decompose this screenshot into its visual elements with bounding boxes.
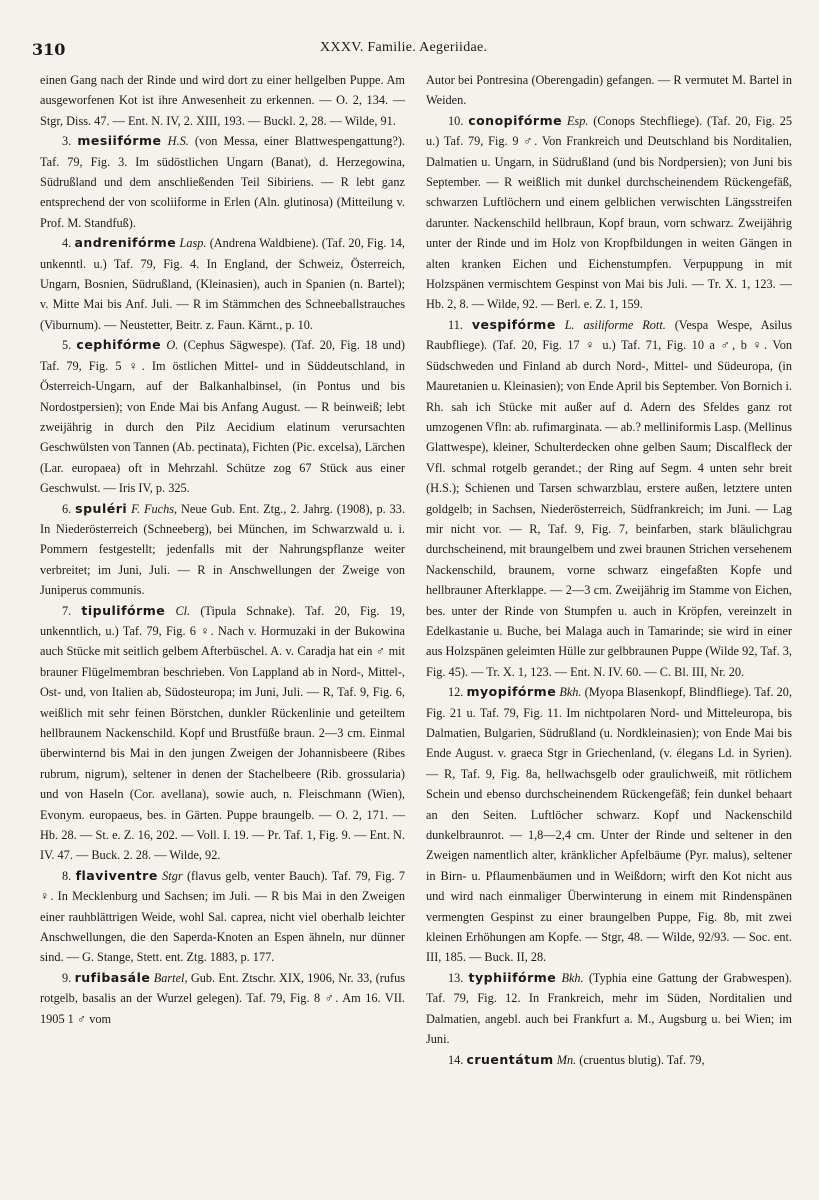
entry-number: 13. <box>448 970 464 985</box>
author-citation: Bartel, <box>153 970 188 985</box>
entry-text: (Tipula Schnake). Taf. 20, Fig. 19, unkenntlich, u.) Taf. 79, Fig. 6 ♀. Nach v. Hormuzaki in der Bukowina auch Stücke mit seitlich gelbem Afterbüschel. A. v. Caradja hat ein ♂ mit brauner Flügelmembran beschrieben. Von Lappland ab in Nord-, Mittel-, Ost- und, von Italien ab, Südosteuropa; im Juni, Juli. — R, Taf. 9, Fig. 6, weißlich mit sehr feinen Börstchen, dunkler Rückenlinie und geteiltem hellbraunem Nackenschild. Kopf und Brustfüße braun. 2—3 cm. Einmal überwinternd bis Mai in den jungen Zweigen der Johannisbeere (Ribes rubrum, nigrum), seltener in denen der Stachelbeere (Rib. grossularia) und von Haseln (Cor. avellana), sowie auch, n. Fleischmann (Wien), Evonym. europaeus, bes. in Gärten. Puppe braungelb. — O. 2, 171. — Hb. 28. — St. e. Z. 16, 202. — Voll. I. 19. — Pr. Taf. 1, Fig. 9. — Ent. N. IV. 47. — Buck. 2. 28. — Wilde, 92. <box>40 603 406 863</box>
author-citation: Bkh. <box>561 970 584 985</box>
entry-text: (flavus gelb, venter Bauch). Taf. 79, Fig. 7 ♀. In Mecklenburg und Sachsen; im Juli. — R bis Mai in den Zweigen einer rauhblättrigen Weide, wohl Sal. caprea, nicht viel oberhalb leichter Anschwellungen, die den Saperda-Knoten an Espen ähneln, nur dünner sind. — G. Stange, Stett. ent. Ztg. 1883, p. 177. <box>40 868 405 965</box>
species-name: rufibasále <box>74 969 151 985</box>
entry-text: Gub. Ent. Ztschr. XIX, 1906, Nr. 33, (rufus rotgelb, basalis an der Wurzel gelegen). Taf. 79, Fig. 8 ♂. Am 16. VII. 1905 1 ♂ vom <box>40 970 406 1026</box>
author-citation: F. Fuchs, <box>131 501 178 516</box>
entry-text: (von Messa, einer Blattwespengattung?). Taf. 79, Fig. 3. Im südöstlichen Ungarn (Banat), d. Herzegowina, Südrußland und dem anschließenden Teil Sibiriens. — R lebt ganz entsprechend der von scoliiforme in Erlen (Aln. glutinosa) (Mitteilung v. Prof. M. Standfuß). <box>40 134 405 230</box>
species-name: cephifórme <box>76 337 162 353</box>
author-citation: H.S. <box>167 134 189 149</box>
entry-number: 3. <box>62 134 72 149</box>
entry-number: 12. <box>448 685 464 700</box>
species-entry <box>40 335 405 498</box>
entry-text: (Conops Stechfliege). (Taf. 20, Fig. 25 u.) Taf. 79, Fig. 9 ♂. Von Frankreich und Deutschland bis Norditalien, Dalmatien u. Ungarn, in Südrußland (und bis Nordpersien); von Juni bis September. — R weißlich mit dunkel durchscheinendem Rückengefäß, schwarzen Luftlöchern und einem gelblichen verwischten Längsstreifen darunter. Nackenschild hellbraun, Kopf braun, vorn schwarz. Zweijährig unter der Rinde und im Holz von Kropfbildungen in weiten Gängen in alten kranken Eichen und Eichenstumpfen. Verpuppung in mit Holzspänen vermischtem Gespinst von Mai bis Juli. — Tr. X. 1, 123. — Hb. 2, 8. — Wilde, 92. — Berl. e. Z. 1, 159. <box>426 113 792 312</box>
left-column <box>40 70 405 1029</box>
entry-number: 7. <box>62 603 72 618</box>
species-entry <box>426 968 792 1050</box>
species-name: mesiifórme <box>77 133 162 149</box>
species-name: spuléri <box>75 500 128 516</box>
entry-text: (cruentus blutig). Taf. 79, <box>576 1052 705 1067</box>
entry-text: (Cephus Sägwespe). (Taf. 20, Fig. 18 und) Taf. 79, Fig. 5 ♀. Im östlichen Mittel- und in Süddeutschland, in Österreich-Ungarn, auf der Balkanhalbinsel, (in Pontus und bis Nordostpersien); von Ende Mai bis Anfang August. — R beinweiß; lebt zweijährig in durch den Pilz Aecidium elatinum verursachten Geschwülsten von Tannen (Ab. pectinata), Fichten (Pic. excelsa), Lärchen (Lar. europaea) oft in Mehrzahl. Schütze zog 67 Stück aus einer Geschwulst. — Iris IV, p. 325. <box>40 338 405 496</box>
species-entry <box>426 111 792 315</box>
species-name: typhiifórme <box>468 969 557 985</box>
species-entry <box>40 601 405 866</box>
species-entry <box>40 866 405 968</box>
species-entry <box>40 968 405 1029</box>
entry-text: (Typhia eine Gattung der Grabwespen). Taf. 79, Fig. 12. In Frankreich, mehr im Süden, Norditalien und Dalmatien, angebl. auch bei Frankfurt a. M., Augsburg u. bei Wien; im Juni. <box>426 970 792 1047</box>
species-name: cruentátum <box>466 1051 554 1067</box>
paragraph-continuation <box>426 70 792 111</box>
paragraph-text: Autor bei Pontresina (Oberengadin) gefangen. — R vermutet M. Bartel in Weiden. <box>426 73 792 108</box>
entry-number: 5. <box>62 338 72 353</box>
author-citation: Bkh. <box>559 685 582 700</box>
entry-text: Neue Gub. Ent. Ztg., 2. Jahrg. (1908), p. 33. In Niederösterreich (Schneeberg), bei München, im Schwarzwald u. i. Pommern festgestellt; jedenfalls mit der Nahrungspflanze weiter verbreitet; im Juni, Juli. — R in Anschwellungen der Zweige von Juniperus communis. <box>40 501 406 598</box>
species-entry <box>426 682 792 968</box>
species-name: conopifórme <box>468 112 563 128</box>
species-entry <box>40 233 405 335</box>
author-citation: Stgr <box>162 868 183 883</box>
entry-number: 4. <box>62 236 72 251</box>
species-name: tipulifórme <box>81 602 166 618</box>
entry-number: 11. <box>448 317 463 332</box>
paragraph-text: einen Gang nach der Rinde und wird dort zu einer hellgelben Puppe. Am ausgeworfenen Kot ist ihre Anwesenheit zu erkennen. — O. 2, 134. — Stgr, Diss. 47. — Ent. N. IV, 2. XIII, 193. — Buckl. 2, 28. — Wilde, 91. <box>40 73 405 128</box>
entry-number: 14. <box>448 1052 464 1067</box>
author-citation: L. asiliforme Rott. <box>564 317 666 332</box>
entry-number: 6. <box>62 501 72 516</box>
entry-number: 8. <box>62 868 72 883</box>
author-citation: Lasp. <box>179 236 207 251</box>
author-citation: O. <box>166 338 179 353</box>
page-number: 310 <box>32 40 66 59</box>
right-column <box>426 70 792 1070</box>
author-citation: Mn. <box>556 1052 577 1067</box>
entry-number: 9. <box>62 970 72 985</box>
species-name: vespifórme <box>471 316 556 332</box>
species-name: andrenifórme <box>74 235 177 251</box>
author-citation: Cl. <box>175 603 191 618</box>
entry-text: (Vespa Wespe, Asilus Raubfliege). (Taf. 20, Fig. 17 ♀ u.) Taf. 71, Fig. 10 a ♂, b ♀. Von Südschweden und Finland ab durch Nord-, Mittel- und Südeuropa, (in Mauretanien u. Kleinasien); von Ende April bis September. Von Bornich i. Rh. sah ich Stücke mit außer auf d. Adern des Sfeldes ganz rot umzogenen Vfln: ab. rufimarginata. — ab.? melliniformis Lasp. (Mellinus Glattwespe), kleiner, Schulterdecken ohne gelben Saum; Discalfleck der Vfl. schmal rotgelb gerandet.; der Ring auf Segm. 4 unten sehr breit (H.S.); Schienen und Tarsen schwarzblau, erstere außen, letztere unten goldgelb; in Sachsen, Niederösterreich, Südfrankreich; im Juni. — Lag mir nicht vor. — R, Taf. 9, Fig. 7, beinfarben, stark bläulichgrau durchscheinend, mit braungelbem und zwei braunen Strichen versehenem Nackenschild, braunem, vorne schwarz eingefaßten Kopfe und hellbrauner Afterklappe. — 2—3 cm. Zweijährig im Stamme von Eichen, bes. unter der Rinde von Stumpfen u. auch in Kröpfen, vereinzelt in Edelkastanie u. Buche, bei Malaga auch in Tamarinde; sie wird in einer aus Holzspänen geleimten Hülle zur gelbbraunen Puppe (Wilde 92, Taf. 3, Fig. 45). — Tr. X. 1, 123. — Ent. N. IV. 60. — C. Bl. III, Nr. 20. <box>426 317 793 679</box>
author-citation: Esp. <box>566 113 589 128</box>
species-entry <box>40 499 405 601</box>
species-name: flaviventre <box>75 867 158 883</box>
running-title: XXXV. Familie. Aegeriidae. <box>320 40 488 55</box>
species-entry <box>426 315 792 682</box>
species-name: myopifórme <box>466 684 557 700</box>
species-entry <box>426 1050 792 1070</box>
paragraph-continuation <box>40 70 405 131</box>
entry-text: (Myopa Blasenkopf, Blindfliege). Taf. 20, Fig. 21 u. Taf. 79, Fig. 11. Im nichtpolaren Nord- und Mitteleuropa, bis Dalmatien, Bulgarien, Südrußland (u. Nordkleinasien); von Ende Mai bis Ende August. v. graeca Stgr in Griechenland, (v. élegans Ld. in Syrien). — R, Taf. 9, Fig. 8a, hellwachsgelb oder graulichweiß, mit rötlichem Schein und ebenso durchscheinendem Rückengefäß; fein dunkel behaart an den Seiten. Luftlöcher schwarz. Kopf und Nackenschild dunkelbraunrot. — 1,8—2,4 cm. Unter der Rinde und seltener in den Zweigen namentlich alter, kränklicher Apfelbäume (Pyr. malus), seltener in Birn- u. Pflaumenbäumen und in Weißdorn; wirft den Kot nicht aus und wird nach einmaliger Überwinterung in einem mit Rindenspänen vermengten Gespinst zu einer braungelben Puppe, Fig. 8b, mit zwei kleinen Erhöhungen am Kopfe. — Stgr, 48. — Wilde, 92/93. — Soc. ent. III, 185. — Buck. II, 28. <box>426 685 793 965</box>
entry-number: 10. <box>448 113 464 128</box>
entry-text: (Andrena Waldbiene). (Taf. 20, Fig. 14, unkenntl. u.) Taf. 79, Fig. 4. In England, der Schweiz, Österreich, Ungarn, Bosnien, Südrußland, (Kleinasien), auch in Spanien (n. Bartel); v. Mitte Mai bis Anf. Juli. — R im Stämmchen des Schneeballstrauches (Viburnum). — Neustetter, Beitr. z. Faun. Kärnt., p. 10. <box>40 236 405 332</box>
species-entry <box>40 131 405 233</box>
